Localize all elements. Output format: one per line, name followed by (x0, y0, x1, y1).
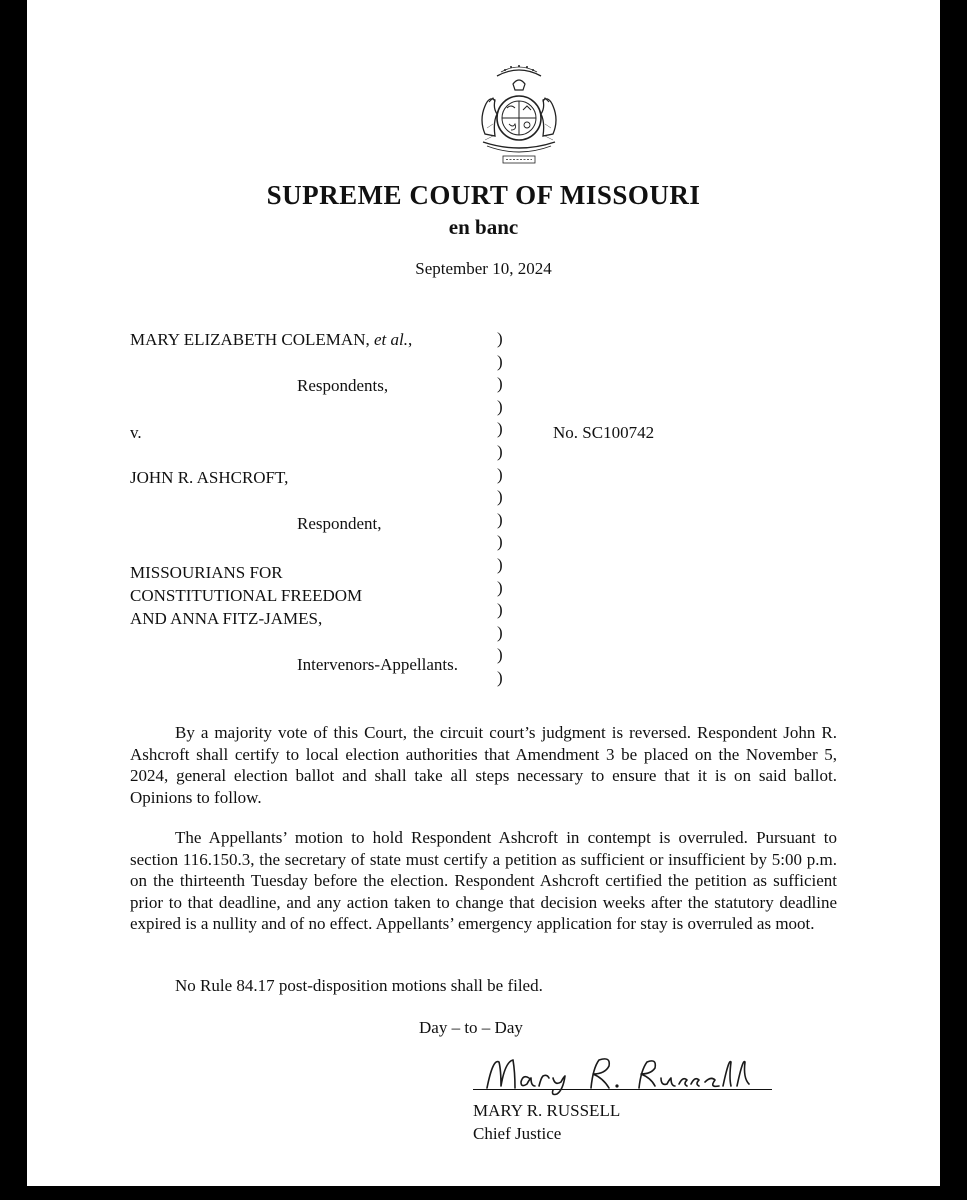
caption-parenthesis: ) (497, 441, 503, 461)
caption-parenthesis: ) (497, 577, 503, 597)
caption-parenthesis: ) (497, 396, 503, 416)
caption-parenthesis: ) (497, 509, 503, 529)
caption-parenthesis: ) (497, 532, 503, 552)
party3-name-line2: CONSTITUTIONAL FREEDOM (130, 586, 363, 605)
caption-parenthesis: ) (497, 667, 503, 687)
order-paragraph-3: No Rule 84.17 post-disposition motions shall be filed. (175, 976, 543, 995)
party1-role: Respondents, (297, 376, 389, 395)
missouri-seal-icon (471, 62, 567, 166)
court-sitting: en banc (448, 215, 519, 239)
caption-parenthesis: ) (497, 374, 503, 394)
order-date: September 10, 2024 (415, 259, 552, 278)
caption-parenthesis: ) (497, 645, 503, 665)
party3-name-line1: MISSOURIANS FOR (130, 563, 283, 582)
party2-name: JOHN R. ASHCROFT, (130, 468, 289, 487)
caption-parenthesis: ) (497, 329, 503, 348)
party1-name: MARY ELIZABETH COLEMAN, et al., (130, 330, 413, 349)
caption-parenthesis: ) (497, 351, 503, 371)
versus: v. (130, 423, 142, 442)
order-paragraph-2: The Appellants’ motion to hold Respondent Ashcroft in contempt is overruled. Pursuant to section 116.150.3, the secretary of state must certify a petition as sufficient or insufficient by 5:00 p.m. on the thirteenth Tuesday before the election. Respondent Ashcroft certified the petition as sufficient prior to that deadline, and any action taken to change that decision weeks after the statutory deadline expired is a nullity and of no effect. Appellants’ emergency application for stay is overruled as moot. (130, 828, 837, 933)
party3-name-line3: AND ANNA FITZ-JAMES, (130, 609, 323, 628)
caption-parenthesis: ) (497, 464, 503, 484)
party3-role: Intervenors-Appellants. (297, 655, 458, 674)
party2-role: Respondent, (297, 514, 382, 533)
caption-parenthesis: ) (497, 600, 503, 620)
mandate-text: Day – to – Day (419, 1018, 523, 1037)
order-paragraph-1: By a majority vote of this Court, the circuit court’s judgment is reversed. Respondent John R. Ashcroft shall certify to local election authorities that Amendment 3 be placed on the November 5, 2024, general election ballot and shall take all steps necessary to ensure that it is on said ballot. Opinions to follow. (130, 723, 837, 807)
caption-parenthesis: ) (497, 419, 503, 439)
signer-name: MARY R. RUSSELL (473, 1101, 621, 1120)
case-number: No. SC100742 (553, 423, 655, 442)
court-title: SUPREME COURT OF MISSOURI (266, 180, 701, 210)
caption-parenthesis: ) (497, 622, 503, 642)
signature-line (473, 1089, 772, 1090)
document-page (27, 0, 940, 1186)
caption-parenthesis: ) (497, 554, 503, 574)
signer-title: Chief Justice (473, 1124, 562, 1143)
caption-parenthesis-column (497, 328, 511, 690)
caption-parenthesis: ) (497, 487, 503, 507)
